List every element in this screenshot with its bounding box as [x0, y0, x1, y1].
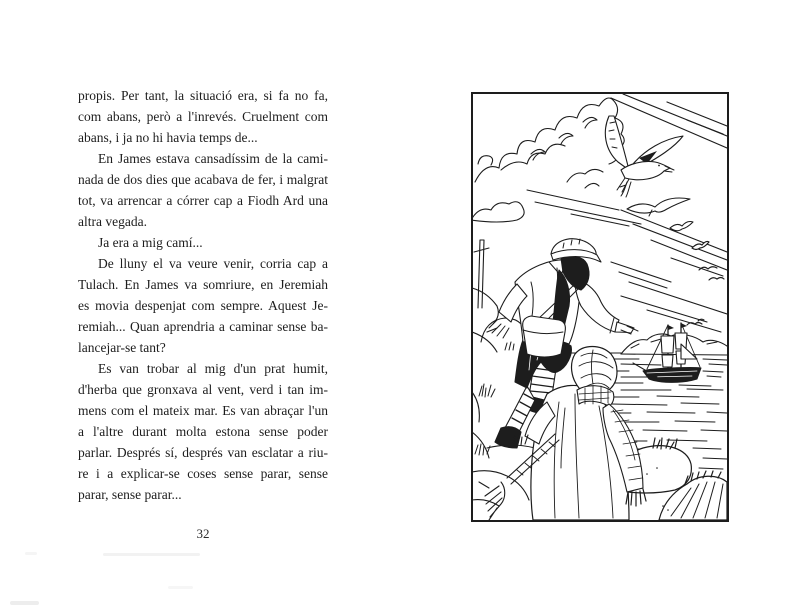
text-line: parlar. Després sí, després van esclatar a riu-: [78, 445, 328, 460]
text-line: abans, i ja no hi havia temps de...: [78, 130, 258, 145]
page-number: 32: [196, 526, 210, 541]
text-line: lancejar-se tant?: [78, 340, 166, 355]
text-line: com abans, però a l'inrevés. Cruelment com: [78, 109, 328, 124]
text-line: a l'altre durant molta estona sense poder: [78, 424, 328, 439]
page-curl-shadow: [10, 601, 39, 605]
text-line: es movia despenjat com sempre. Aquest Je-: [78, 298, 328, 313]
page-curl-shadow: [103, 553, 200, 556]
text-line: De lluny el va veure venir, corria cap a: [98, 256, 328, 271]
text-line: tot, va arrencar a córrer cap a Fiodh Ard una: [78, 193, 328, 208]
text-line: parar, sense parar...: [78, 487, 182, 502]
text-line: En James estava cansadíssim de la cami-: [98, 151, 328, 166]
text-line: mens com el mateix mar. Es van abraçar l'un: [78, 403, 328, 418]
text-line: Es van trobar al mig d'un prat humit,: [98, 361, 328, 376]
page-curl-shadow: [168, 586, 193, 589]
text-line: Tulach. En James va somriure, en Jeremiah: [78, 277, 328, 292]
text-line: d'herba que gronxava al vent, verd i tan im-: [78, 382, 328, 397]
text-line: propis. Per tant, la situació era, si fa no fa,: [78, 88, 328, 103]
illustration-drawing: [471, 92, 729, 522]
text-line: remiah... Quan aprendria a caminar sense ba-: [78, 319, 328, 334]
page-curl-shadow: [25, 552, 37, 555]
text-line: nada de dos dies que acabava de fer, i malgrat: [78, 172, 328, 187]
text-line: altra vegada.: [78, 214, 147, 229]
text-line: re i a explicar-se coses sense parar, sense: [78, 466, 328, 481]
text-line: Ja era a mig camí...: [98, 235, 203, 250]
illustration-frame: [471, 92, 729, 522]
text-block: [78, 85, 328, 505]
